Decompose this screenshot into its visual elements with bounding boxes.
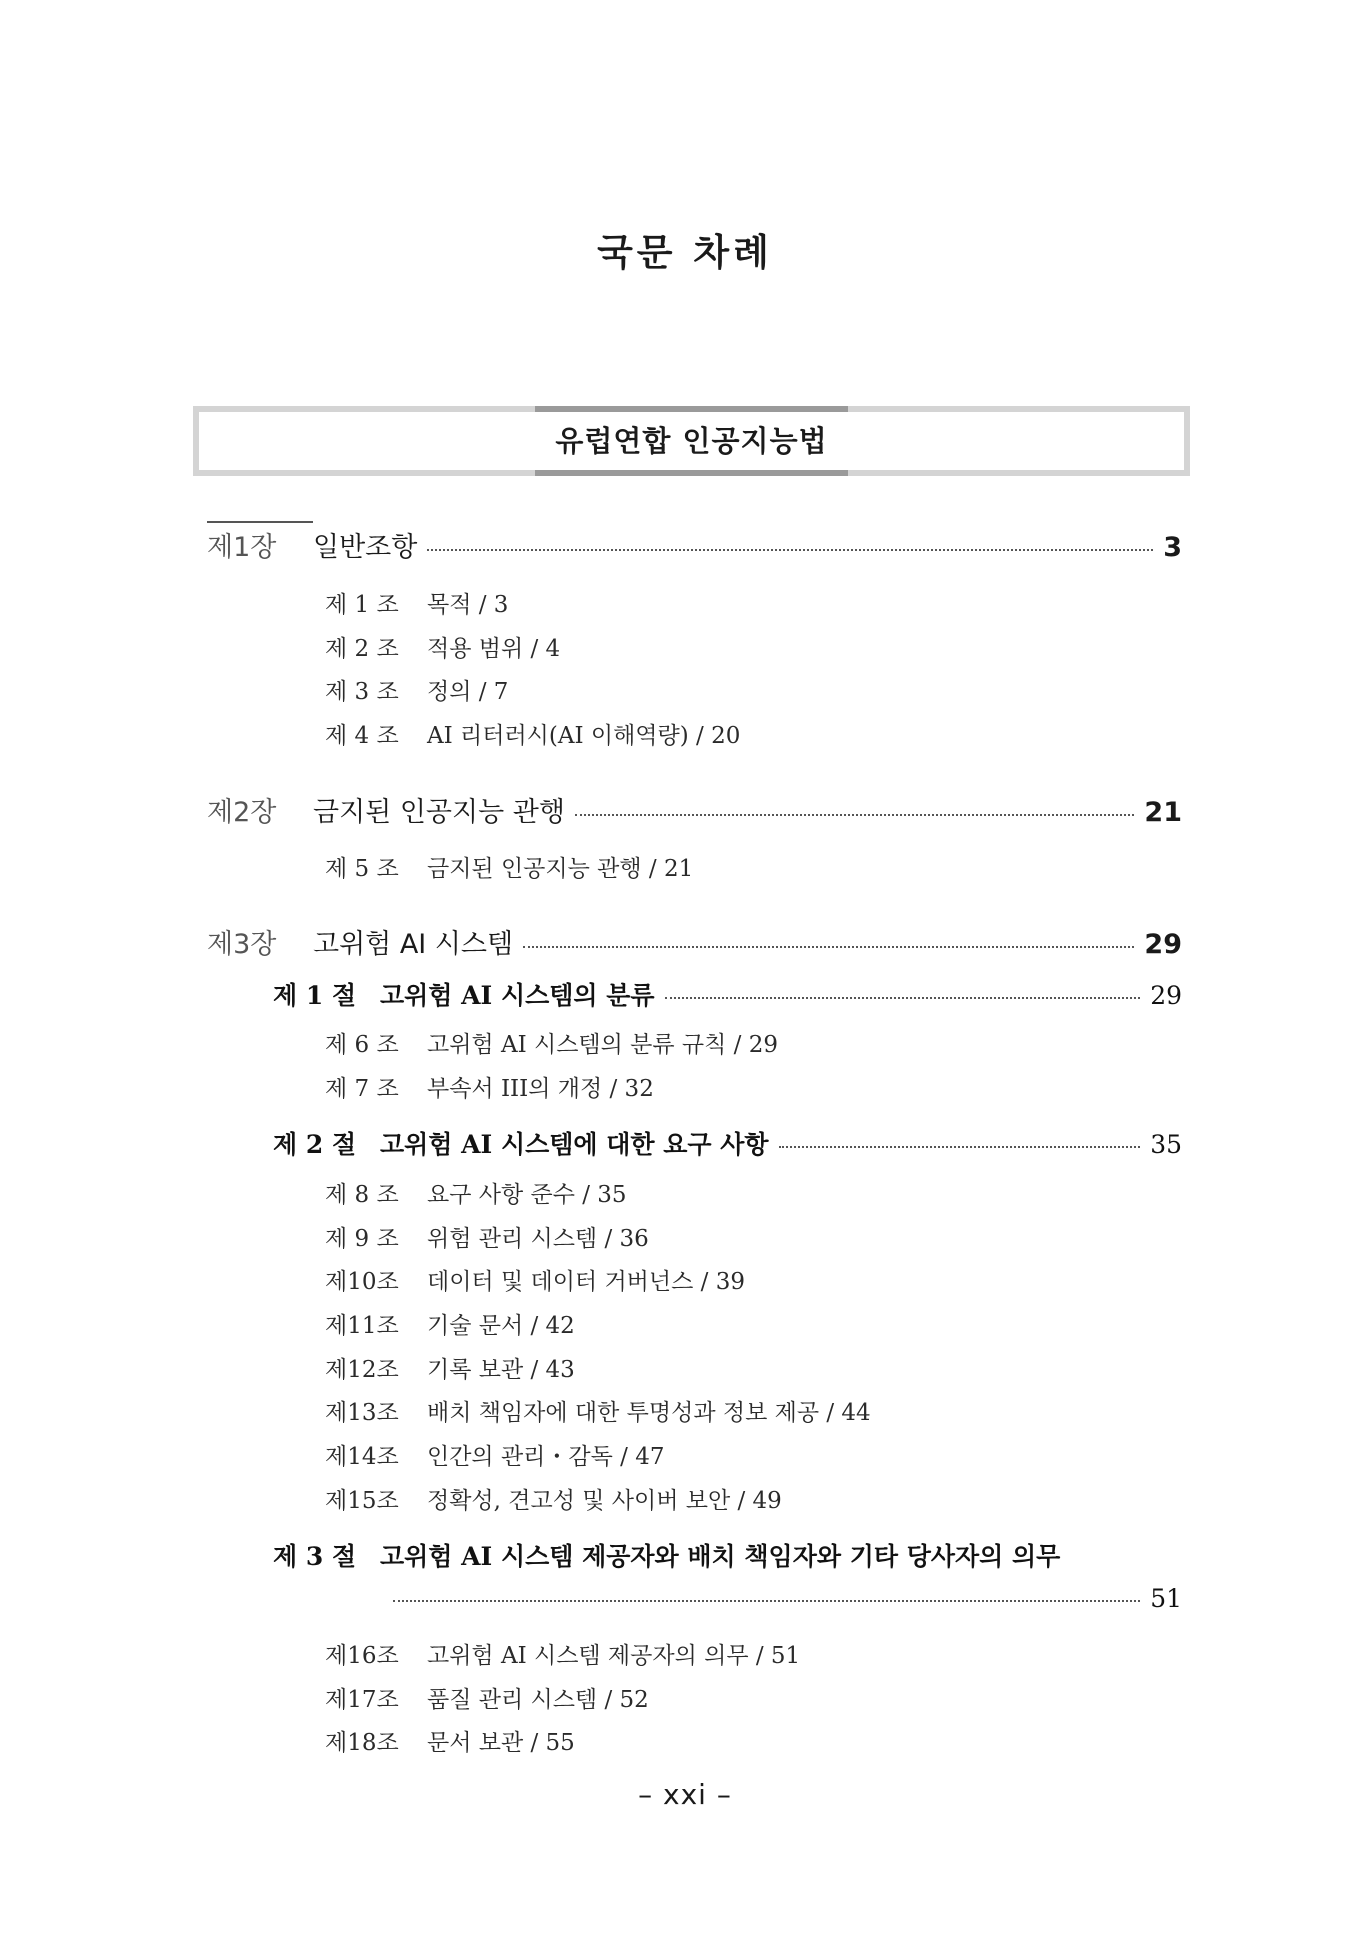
chapter-number: 제1장 <box>207 521 313 564</box>
chapter-number: 제3장 <box>207 929 277 960</box>
chapter-title: 금지된 인공지능 관행 <box>313 797 565 828</box>
dot-leader <box>427 549 1153 551</box>
article-number: 제 3 조 <box>325 679 399 705</box>
article-number: 제 6 조 <box>325 1032 399 1058</box>
article-row-10[interactable] <box>325 1263 745 1296</box>
article-number: 제 8 조 <box>325 1182 399 1208</box>
dot-leader <box>665 997 1141 999</box>
article-title: 정의 / 7 <box>427 679 509 705</box>
article-row-7[interactable] <box>325 1070 654 1103</box>
article-row-18[interactable] <box>325 1724 575 1757</box>
article-title: 기술 문서 / 42 <box>427 1313 575 1339</box>
section-row-3-leader[interactable] <box>393 1584 1182 1613</box>
dot-leader <box>575 814 1135 816</box>
article-number: 제16조 <box>325 1643 399 1669</box>
chapter-row-1[interactable] <box>207 525 1182 564</box>
section-page-number: 35 <box>1150 1130 1182 1159</box>
article-number: 제 1 조 <box>325 592 399 618</box>
article-row-4[interactable] <box>325 717 740 750</box>
chapter-page-number: 21 <box>1144 797 1182 828</box>
article-number: 제13조 <box>325 1400 399 1426</box>
article-title: 목적 / 3 <box>427 592 509 618</box>
law-title: 유럽연합 인공지능법 <box>555 424 828 458</box>
article-row-1[interactable] <box>325 586 508 619</box>
article-number: 제 5 조 <box>325 856 399 882</box>
chapter-title: 고위험 AI 시스템 <box>313 929 514 960</box>
section-title: 고위험 AI 시스템 제공자와 배치 책임자와 기타 당사자의 의무 <box>380 1542 1061 1571</box>
article-number: 제17조 <box>325 1687 399 1713</box>
article-title: 요구 사항 준수 / 35 <box>427 1182 627 1208</box>
section-title: 고위험 AI 시스템에 대한 요구 사항 <box>380 1130 769 1159</box>
article-row-8[interactable] <box>325 1176 627 1209</box>
article-number: 제10조 <box>325 1269 399 1295</box>
dot-leader <box>393 1600 1140 1602</box>
article-row-14[interactable] <box>325 1438 664 1471</box>
section-number: 제 2 절 <box>273 1130 357 1159</box>
chapter-row-3[interactable] <box>207 922 1182 961</box>
chapter-number: 제2장 <box>207 797 277 828</box>
article-title: 품질 관리 시스템 / 52 <box>427 1687 649 1713</box>
chapter-title: 일반조항 <box>313 532 418 563</box>
article-row-9[interactable] <box>325 1220 649 1253</box>
article-row-16[interactable] <box>325 1637 800 1670</box>
article-title: 적용 범위 / 4 <box>427 636 561 662</box>
article-title: 배치 책임자에 대한 투명성과 정보 제공 / 44 <box>427 1400 871 1426</box>
article-row-6[interactable] <box>325 1026 778 1059</box>
article-number: 제 4 조 <box>325 723 399 749</box>
page-number-footer: – xxi – <box>638 1778 732 1811</box>
article-title: 고위험 AI 시스템 제공자의 의무 / 51 <box>427 1643 801 1669</box>
article-title: 정확성, 견고성 및 사이버 보안 / 49 <box>427 1488 782 1514</box>
article-number: 제11조 <box>325 1313 399 1339</box>
chapter-page-number: 3 <box>1163 532 1182 563</box>
article-title: 문서 보관 / 55 <box>427 1730 575 1756</box>
section-title: 고위험 AI 시스템의 분류 <box>380 981 655 1010</box>
article-row-13[interactable] <box>325 1394 871 1427</box>
article-title: 기록 보관 / 43 <box>427 1357 575 1383</box>
article-number: 제14조 <box>325 1444 399 1470</box>
article-row-11[interactable] <box>325 1307 575 1340</box>
section-page-number: 51 <box>1150 1584 1182 1613</box>
page-title: 국문 차례 <box>597 231 773 274</box>
article-number: 제 7 조 <box>325 1076 399 1102</box>
article-title: 위험 관리 시스템 / 36 <box>427 1226 649 1252</box>
section-row-2[interactable] <box>273 1125 1182 1161</box>
article-number: 제18조 <box>325 1730 399 1756</box>
article-title: 부속서 III의 개정 / 32 <box>427 1076 654 1102</box>
dot-leader <box>779 1146 1141 1148</box>
article-title: 인간의 관리・감독 / 47 <box>427 1444 665 1470</box>
article-number: 제15조 <box>325 1488 399 1514</box>
article-row-15[interactable] <box>325 1482 782 1515</box>
article-row-5[interactable] <box>325 850 693 883</box>
dot-leader <box>523 946 1134 948</box>
article-number: 제 9 조 <box>325 1226 399 1252</box>
chapter-page-number: 29 <box>1144 929 1182 960</box>
chapter-row-2[interactable] <box>207 790 1182 829</box>
article-title: AI 리터러시(AI 이해역량) / 20 <box>427 723 741 749</box>
article-row-2[interactable] <box>325 630 560 663</box>
article-row-3[interactable] <box>325 673 508 706</box>
article-row-17[interactable] <box>325 1681 649 1714</box>
article-title: 데이터 및 데이터 거버넌스 / 39 <box>427 1269 745 1295</box>
article-number: 제12조 <box>325 1357 399 1383</box>
section-row-3[interactable] <box>273 1537 1182 1573</box>
section-page-number: 29 <box>1150 981 1182 1010</box>
article-number: 제 2 조 <box>325 636 399 662</box>
section-number: 제 1 절 <box>273 981 357 1010</box>
article-row-12[interactable] <box>325 1351 575 1384</box>
article-title: 고위험 AI 시스템의 분류 규칙 / 29 <box>427 1032 778 1058</box>
section-row-1[interactable] <box>273 976 1182 1012</box>
section-number: 제 3 절 <box>273 1542 357 1571</box>
article-title: 금지된 인공지능 관행 / 21 <box>427 856 694 882</box>
